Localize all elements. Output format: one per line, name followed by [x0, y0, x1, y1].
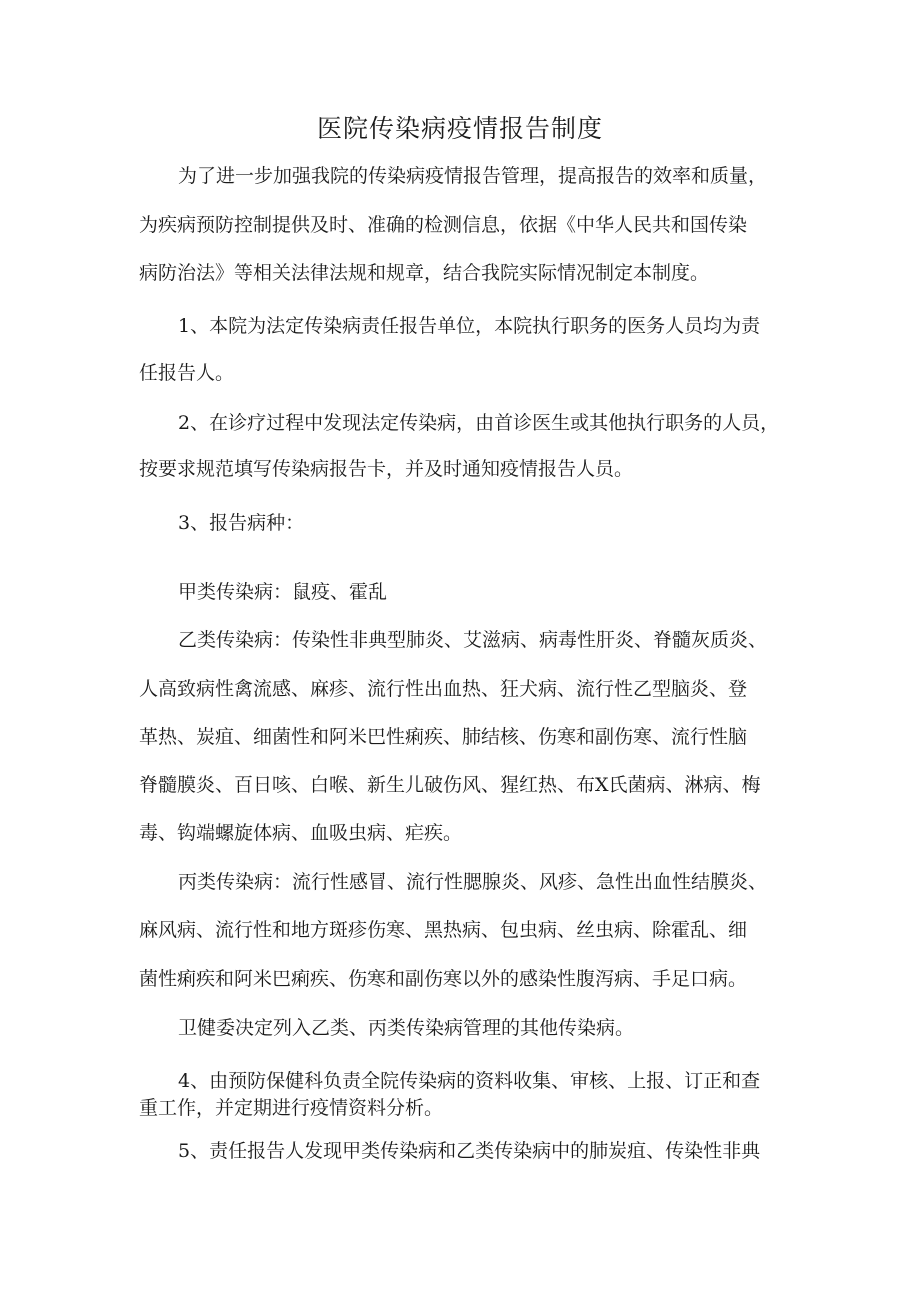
body-line: 按要求规范填写传染病报告卡，并及时通知疫情报告人员。	[139, 458, 634, 480]
body-line: 人高致病性禽流感、麻疹、流行性出血热、狂犬病、流行性乙型脑炎、登	[139, 678, 748, 700]
body-line: 卫健委决定列入乙类、丙类传染病管理的其他传染病。	[178, 1017, 635, 1039]
document-title: 医院传染病疫情报告制度	[316, 114, 603, 143]
body-line: 革热、炭疽、细菌性和阿米巴性痢疾、肺结核、伤寒和副伤寒、流行性脑	[139, 726, 748, 748]
body-line: 任报告人。	[139, 362, 235, 384]
body-line: 甲类传染病：鼠疫、霍乱	[178, 581, 388, 603]
body-line: 麻风病、流行性和地方斑疹伤寒、黑热病、包虫病、丝虫病、除霍乱、细	[139, 919, 748, 941]
body-line: 菌性痢疾和阿米巴痢疾、伤寒和副伤寒以外的感染性腹泻病、手足口病。	[139, 968, 748, 990]
body-line: 3、报告病种：	[178, 512, 305, 534]
body-line: 5、责任报告人发现甲类传染病和乙类传染病中的肺炭疽、传染性非典	[178, 1140, 761, 1162]
body-line: 丙类传染病：流行性感冒、流行性腮腺炎、风疹、急性出血性结膜炎、	[178, 871, 768, 893]
body-line: 4、由预防保健科负责全院传染病的资料收集、审核、上报、订正和查	[178, 1070, 761, 1092]
body-line: 为了进一步加强我院的传染病疫情报告管理，提高报告的效率和质量，	[178, 165, 768, 187]
body-line: 毒、钩端螺旋体病、血吸虫病、疟疾。	[139, 822, 463, 844]
body-line: 1、本院为法定传染病责任报告单位，本院执行职务的医务人员均为责	[178, 315, 761, 337]
body-line: 重工作，并定期进行疫情资料分析。	[139, 1097, 444, 1119]
body-line: 病防治法》等相关法律法规和规章，结合我院实际情况制定本制度。	[139, 262, 710, 284]
body-line: 为疾病预防控制提供及时、准确的检测信息，依据《中华人民共和国传染	[139, 214, 748, 236]
body-line: 脊髓膜炎、百日咳、白喉、新生儿破伤风、猩红热、布X氏菌病、淋病、梅	[139, 774, 761, 796]
body-line: 2、在诊疗过程中发现法定传染病，由首诊医生或其他执行职务的人员，	[178, 412, 780, 434]
body-line: 乙类传染病：传染性非典型肺炎、艾滋病、病毒性肝炎、脊髓灰质炎、	[178, 629, 768, 651]
